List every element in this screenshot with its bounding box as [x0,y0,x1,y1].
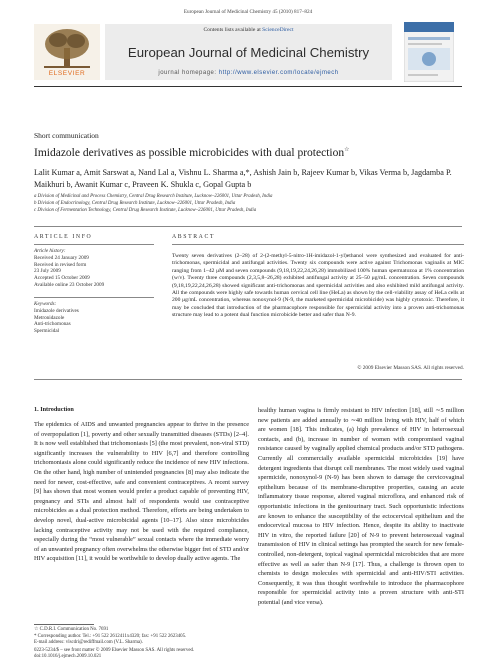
elsevier-logo-text: ELSEVIER [48,70,86,77]
affiliation-a: a Division of Medicinal and Process Chemistry, Central Drug Research Institute, Lucknow–226001, Uttar Pradesh, India [34,194,273,199]
contents-line [105,27,392,33]
footnotes [34,627,254,647]
footnote-item: E-mail address: vlscdri@rediffmail.com (V.L. Sharma). [34,640,143,645]
abstract-rule [172,244,464,245]
footnote-item: * Corresponding author. Tel.: +91 522 2612411x4320; fax: +91 522 2623405. [34,633,187,639]
keyword-item: Imidazole derivatives [34,307,79,314]
keyword-item: Metronidazole [34,314,65,321]
doi-line[interactable]: doi:10.1016/j.ejmech.2009.10.021 [34,654,102,660]
abstract-copyright: © 2009 Elsevier Masson SAS. All rights reserved. [357,365,464,371]
history-item: Received in revised form [34,261,87,268]
keywords-rule [34,297,154,298]
article-history-label: Article history: [34,248,66,254]
article-info-heading: ARTICLE INFO [34,234,93,240]
issn-line: 0223-5234/$ – see front matter © 2009 Elsevier Masson SAS. All rights reserved. [34,648,195,653]
article-authors: Lalit Kumar a, Amit Sarswat a, Nand Lal a, Vishnu L. Sharma a,*, Ashish Jain b, Rajeev Kumar b, Vikas Verma b, Jagdamba P. Maikhuri b, Awanit Kumar c, Praveen K. Shukla c, Gopal Gupta b [34,168,452,189]
abstract-heading: ABSTRACT [172,234,216,240]
abstract-text: Twenty seven derivatives (2–28) of 2-(2-methyl-5-nitro-1H-imidazol-1-yl)ethanol were synthesized and evaluated for anti-trichomonas, spermicidal and antifungal activities. Twenty six compounds were active against Trichomonas vaginalis at MIC ranging from 1–42 μM and seven compounds (9,18,19,22,24,26,28) immobilized 100% human spermatozoa at 1% concentration (w/v). Twenty three compounds (2,3,5,8–26,28) exhibited antifungal activity at 25–50 μg/mL concentration. Seven compounds (9,18,19,22,24,26,28) showed significant anti-trichomonas and spermicidal activities and also exhibited mild antifungal activity. All the compounds were highly safe towards human cervical cell line (HeLa) as shown by the cell-viability assay of HeLa cells at 200 μg/mL concentration, whereas nonoxynol-9 (N-9, the marketed spermicidal microbicide) was highly cytotoxic. Therefore, it may be concluded that introduction of the pharmacophore responsible for spermicidal activity into a proven anti-trichomonas structure may lead to a potent dual function microbicide better and safer than N-9. [172,253,464,319]
sciencedirect-link[interactable]: ScienceDirect [262,27,294,33]
introduction-column-1: The epidemics of AIDS and unwanted pregnancies appear to thrive in the presence of overpopulation [1], poverty and other sexually transmitted diseases (STDs) [2–4]. It is now well established that trichomoniasis [5] (the most prevalent, non-viral STD) significantly increases the vulnerability to HIV [6,7] and therefore controlling trichomoniasis alone could significantly reduce the incidence of new HIV infections. On the other hand, high number of unintended pregnancies [8] may also indicate the need for newer, cost-effective, safe and convenient contraceptives. A recent survey [9] has shown that most women would prefer a product capable of preventing HIV, pregnancy and STIs and almost half of respondents would use contraceptive microbicides as a dual protection method. Therefore, efforts are being undertaken to develop novel, dual-active microbicidal agents [10–17]. Also since microbicides lacking contraceptive activity may not be used with the required compliance, especially during the “most vulnerable” sexual contacts where the immediate worry of an unwanted pregnancy often overwhelms the otherwise bigger fret of STD and/or HIV acquisition [11], it would be worthwhile to develop dually active agents. The [34,421,249,563]
article-title-text: Imidazole derivatives as possible microbicides with dual protection [34,146,345,159]
history-item: 23 July 2009 [34,268,61,275]
abstract-end-rule [34,379,462,380]
history-item: Received 24 January 2009 [34,254,89,261]
keyword-item: Anti-trichomonas [34,321,71,328]
footnote-item: ☆ C.D.R.I. Communication No. 7691 [34,627,109,632]
keyword-item: Spermicidal [34,328,60,335]
affiliations-rule [34,226,462,227]
article-section-type: Short communication [34,131,99,140]
footnote-rule [34,624,94,625]
journal-citation: European Journal of Medicinal Chemistry 45 (2010) 817–824 [183,9,313,15]
keywords-label: Keywords: [34,301,57,307]
affiliation-c: c Division of Fermentation Technology, Central Drug Research Institute, Lucknow–226001, Uttar Pradesh, India [34,208,257,213]
journal-cover-thumbnail [404,22,454,82]
issn-block [34,648,334,661]
article-info-rule [34,244,154,245]
history-item: Accepted 15 October 2009 [34,275,90,282]
history-item: Available online 23 October 2009 [34,281,105,288]
affiliation-b: b Division of Endocrinology, Central Drug Research Institute, Lucknow–226001, Uttar Pradesh, India [34,201,236,206]
keywords-block [34,301,154,335]
contents-prefix: Contents lists available at [203,27,263,33]
title-footnote-mark[interactable]: ☆ [344,147,350,153]
article-history [34,248,154,289]
journal-title: European Journal of Medicinal Chemistry [127,45,370,60]
introduction-column-2: healthy human vagina is firmly resistant to HIV infection [18], still ∼5 million new patients are added annually to ∼40 million living with HIV, half of which are women [18]. This indicates, (a) high prevalence of HIV in heterosexual contacts, and (b), increase in number of women with compromised vaginal resistance caused by vaginally applied chemical products and/or STD pathogens. Currently all commercially available spermicidal microbicides [19] have detergent ingredients that disrupt cell membranes. The most widely used vaginal spermicide, nonoxynol-9 (N-9) has been shown to damage the cervicovaginal epithelium because of its membrane-disruptive properties, causing an acute inflammatory tissue response, altered vaginal microflora, and enhanced risk of opportunistic infections in the genitourinary tract. Such opportunistic infections are known to enhance the susceptibility of the ectocervical epithelium and the endocervical mucosa to HIV infection. Hence, despite its ability to inactivate HIV in vitro, the reported failure [20] of N-9 to prevent heterosexual vaginal transmission of HIV in clinical settings has prompted the search for new female-controlled, non-detergent, topical vaginal spermicidal microbicides that are more effective as well as safer than N-9 [17]. Thus, a challenge is thrown open to chemists to design molecules with spermicidal and anti-HIV/STI activities. Consequently, it was thus thought worthwhile to introduce the pharmacophore responsible for spermicidal activity into a proven structure with anti-STI potential (and vice versa). [258,407,464,606]
journal-homepage [105,70,392,76]
homepage-prefix: journal homepage: [158,70,219,76]
header-rule [34,86,462,87]
homepage-link[interactable]: http://www.elsevier.com/locate/ejmech [218,70,339,76]
introduction-heading: 1. Introduction [34,406,74,413]
article-title [34,146,464,159]
